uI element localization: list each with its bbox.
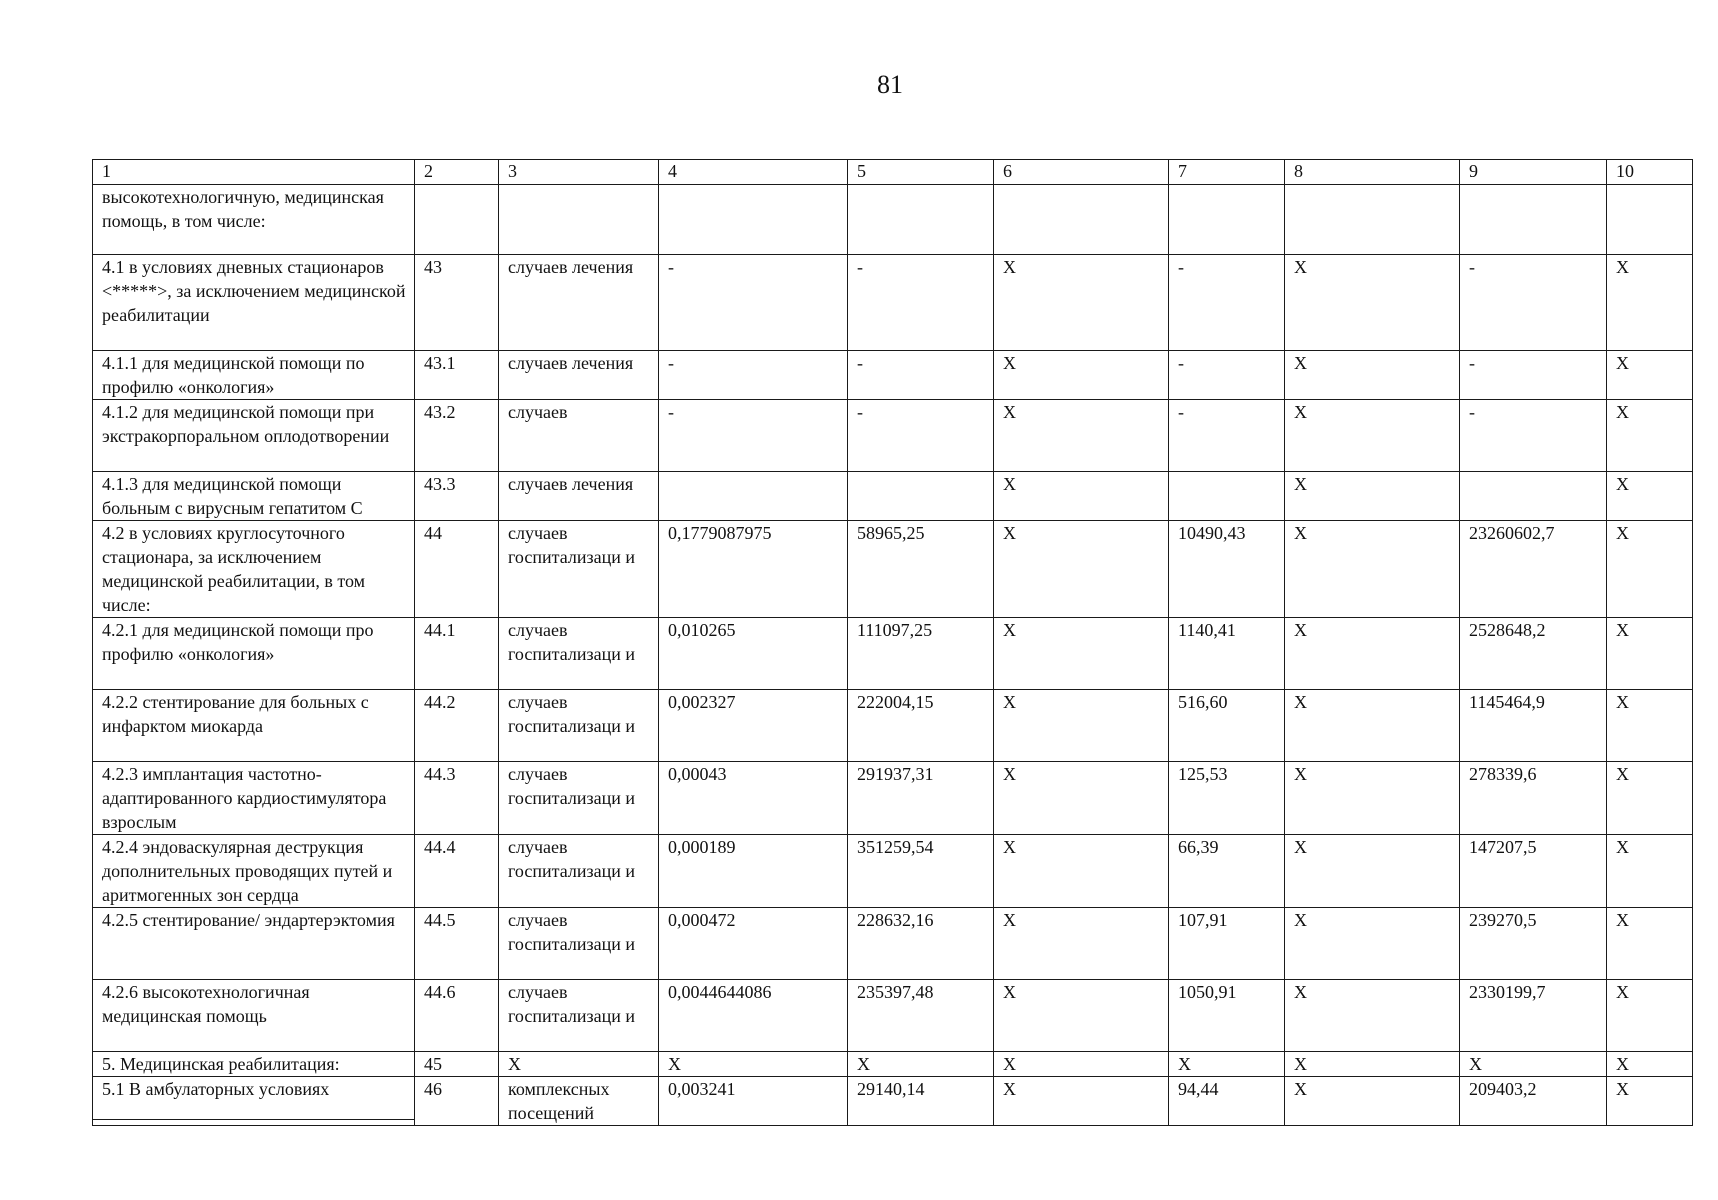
data-table xyxy=(92,159,1693,1126)
column-header: 1 xyxy=(93,160,415,185)
table-cell xyxy=(659,472,848,521)
column-header: 8 xyxy=(1285,160,1460,185)
table-cell: - xyxy=(1460,255,1607,351)
table-cell: - xyxy=(1169,400,1285,472)
table-cell xyxy=(994,185,1169,255)
table-row xyxy=(93,980,1693,1052)
table-cell xyxy=(848,472,994,521)
table-cell: 2528648,2 xyxy=(1460,618,1607,690)
table-cell: X xyxy=(1169,1052,1285,1077)
row-label-cell: 4.1.3 для медицинской помощи больным с вирусным гепатитом С xyxy=(93,472,415,521)
table-row xyxy=(93,351,1693,400)
column-header: 9 xyxy=(1460,160,1607,185)
table-cell: X xyxy=(659,1052,848,1077)
table-cell: 44.4 xyxy=(415,835,499,908)
table-cell: X xyxy=(1285,618,1460,690)
table-cell: 222004,15 xyxy=(848,690,994,762)
table-cell: случаев госпитализаци и xyxy=(499,835,659,908)
column-header: 2 xyxy=(415,160,499,185)
table-cell: X xyxy=(994,351,1169,400)
column-header: 3 xyxy=(499,160,659,185)
table-cell: X xyxy=(1607,618,1693,690)
table-cell: случаев госпитализаци и xyxy=(499,690,659,762)
table-bottom-rule xyxy=(92,1119,414,1120)
table-cell: X xyxy=(1285,1052,1460,1077)
table-cell: X xyxy=(1285,690,1460,762)
table-cell: 351259,54 xyxy=(848,835,994,908)
table-cell: 209403,2 xyxy=(1460,1077,1607,1126)
table-cell: X xyxy=(1285,980,1460,1052)
table-cell: 44.6 xyxy=(415,980,499,1052)
table-cell: 111097,25 xyxy=(848,618,994,690)
table-cell xyxy=(1460,472,1607,521)
table-cell: X xyxy=(1285,351,1460,400)
table-cell: случаев госпитализаци и xyxy=(499,521,659,618)
table-cell: 44.3 xyxy=(415,762,499,835)
table-cell: X xyxy=(994,762,1169,835)
row-label-cell: 4.2.6 высокотехнологичная медицинская помощь xyxy=(93,980,415,1052)
table-cell: X xyxy=(1607,1052,1693,1077)
row-label-cell: 4.1 в условиях дневных стационаров <*****>, за исключением медицинской реабилитации xyxy=(93,255,415,351)
table-cell: X xyxy=(1285,255,1460,351)
table-row xyxy=(93,1052,1693,1077)
table-cell: X xyxy=(1607,351,1693,400)
row-label-cell: 4.2 в условиях круглосуточного стационара, за исключением медицинской реабилитации, в том числе: xyxy=(93,521,415,618)
table-row xyxy=(93,472,1693,521)
table-cell xyxy=(659,185,848,255)
table-cell: - xyxy=(1460,351,1607,400)
table-cell: X xyxy=(994,618,1169,690)
table-cell: X xyxy=(994,835,1169,908)
row-label-cell: 4.2.1 для медицинской помощи про профилю «онкология» xyxy=(93,618,415,690)
table-cell: X xyxy=(1460,1052,1607,1077)
table-cell: - xyxy=(1169,255,1285,351)
table-cell: X xyxy=(1607,690,1693,762)
table-cell: X xyxy=(994,1077,1169,1126)
table-cell: 43.1 xyxy=(415,351,499,400)
table-cell: 29140,14 xyxy=(848,1077,994,1126)
table-cell: 94,44 xyxy=(1169,1077,1285,1126)
table-cell: 516,60 xyxy=(1169,690,1285,762)
row-label-cell: 5.1 В амбулаторных условиях xyxy=(93,1077,415,1126)
table-cell: X xyxy=(1285,521,1460,618)
table-cell: - xyxy=(848,255,994,351)
table-cell: X xyxy=(994,908,1169,980)
table-cell: - xyxy=(659,400,848,472)
table-row xyxy=(93,618,1693,690)
table-cell xyxy=(1460,185,1607,255)
column-header: 7 xyxy=(1169,160,1285,185)
table-cell: 2330199,7 xyxy=(1460,980,1607,1052)
table-cell: X xyxy=(994,690,1169,762)
table-cell: 1050,91 xyxy=(1169,980,1285,1052)
table-cell: X xyxy=(1607,1077,1693,1126)
table-cell: 0,1779087975 xyxy=(659,521,848,618)
row-label-cell: высокотехнологичную, медицинская помощь, в том числе: xyxy=(93,185,415,255)
table-cell: случаев госпитализаци и xyxy=(499,618,659,690)
table-cell: 0,002327 xyxy=(659,690,848,762)
table-cell: случаев лечения xyxy=(499,351,659,400)
table-row xyxy=(93,521,1693,618)
table-cell xyxy=(1285,185,1460,255)
column-header: 6 xyxy=(994,160,1169,185)
row-label-cell: 4.2.3 имплантация частотно-адаптированного кардиостимулятора взрослым xyxy=(93,762,415,835)
table-cell: 10490,43 xyxy=(1169,521,1285,618)
table-cell: случаев xyxy=(499,400,659,472)
table-cell: - xyxy=(659,255,848,351)
table-cell: X xyxy=(1607,835,1693,908)
table-cell: 45 xyxy=(415,1052,499,1077)
table-cell: 66,39 xyxy=(1169,835,1285,908)
table-cell: случаев лечения xyxy=(499,255,659,351)
table-cell: X xyxy=(1607,472,1693,521)
table-cell: 0,00043 xyxy=(659,762,848,835)
table-cell: X xyxy=(1607,400,1693,472)
column-header: 4 xyxy=(659,160,848,185)
table-cell: 125,53 xyxy=(1169,762,1285,835)
table-cell: X xyxy=(1285,835,1460,908)
table-cell: - xyxy=(848,400,994,472)
table-cell: X xyxy=(499,1052,659,1077)
table-cell: - xyxy=(1169,351,1285,400)
table-cell: 58965,25 xyxy=(848,521,994,618)
table-row xyxy=(93,255,1693,351)
row-label-cell: 4.1.1 для медицинской помощи по профилю «онкология» xyxy=(93,351,415,400)
table-cell: случаев госпитализаци и xyxy=(499,908,659,980)
table-cell: 44.1 xyxy=(415,618,499,690)
table-cell: 43.3 xyxy=(415,472,499,521)
row-label-cell: 4.1.2 для медицинской помощи при экстракорпоральном оплодотворении xyxy=(93,400,415,472)
table-cell: 0,010265 xyxy=(659,618,848,690)
table-cell: случаев госпитализаци и xyxy=(499,762,659,835)
table-cell: 46 xyxy=(415,1077,499,1126)
table-cell: X xyxy=(994,400,1169,472)
table-cell: 44.5 xyxy=(415,908,499,980)
table-cell xyxy=(415,185,499,255)
table-cell: 44.2 xyxy=(415,690,499,762)
table-cell: X xyxy=(1607,908,1693,980)
table-cell: 239270,5 xyxy=(1460,908,1607,980)
row-label-cell: 4.2.2 стентирование для больных с инфарктом миокарда xyxy=(93,690,415,762)
table-cell xyxy=(1169,185,1285,255)
table-cell xyxy=(1169,472,1285,521)
row-label-cell: 4.2.4 эндоваскулярная деструкция дополнительных проводящих путей и аритмогенных зон сердца xyxy=(93,835,415,908)
table-cell: X xyxy=(1607,980,1693,1052)
table-cell xyxy=(848,185,994,255)
table-cell: 107,91 xyxy=(1169,908,1285,980)
table-cell: X xyxy=(994,521,1169,618)
page-number: 81 xyxy=(877,70,903,99)
column-header: 5 xyxy=(848,160,994,185)
table-cell xyxy=(499,185,659,255)
table-cell: X xyxy=(1607,762,1693,835)
table-cell: 278339,6 xyxy=(1460,762,1607,835)
table-cell: 23260602,7 xyxy=(1460,521,1607,618)
table-cell: X xyxy=(1607,521,1693,618)
table-row xyxy=(93,690,1693,762)
table-header-row xyxy=(93,160,1693,185)
table-cell: - xyxy=(848,351,994,400)
table-cell: X xyxy=(1285,472,1460,521)
table-row xyxy=(93,400,1693,472)
table-cell: 0,000189 xyxy=(659,835,848,908)
table-cell: 43 xyxy=(415,255,499,351)
table-cell: X xyxy=(1285,908,1460,980)
table-cell: X xyxy=(994,1052,1169,1077)
table-cell: X xyxy=(848,1052,994,1077)
table-cell: X xyxy=(1607,255,1693,351)
row-label-cell: 4.2.5 стентирование/ эндартерэктомия xyxy=(93,908,415,980)
table-cell: случаев госпитализаци и xyxy=(499,980,659,1052)
table-cell: X xyxy=(994,255,1169,351)
table-row xyxy=(93,762,1693,835)
table-row xyxy=(93,835,1693,908)
table-cell xyxy=(1607,185,1693,255)
row-label-cell: 5. Медицинская реабилитация: xyxy=(93,1052,415,1077)
table-cell: 0,003241 xyxy=(659,1077,848,1126)
table-cell: 235397,48 xyxy=(848,980,994,1052)
table-row xyxy=(93,185,1693,255)
column-header: 10 xyxy=(1607,160,1693,185)
table-cell: комплексных посещений xyxy=(499,1077,659,1126)
table-cell: 43.2 xyxy=(415,400,499,472)
table-cell: - xyxy=(659,351,848,400)
table-cell: X xyxy=(1285,400,1460,472)
table-cell: - xyxy=(1460,400,1607,472)
table-cell: 1145464,9 xyxy=(1460,690,1607,762)
table-cell: 228632,16 xyxy=(848,908,994,980)
table-cell: X xyxy=(994,472,1169,521)
table-row xyxy=(93,908,1693,980)
table-cell: случаев лечения xyxy=(499,472,659,521)
table-cell: X xyxy=(1285,762,1460,835)
table-cell: 291937,31 xyxy=(848,762,994,835)
table-cell: 44 xyxy=(415,521,499,618)
table-cell: 1140,41 xyxy=(1169,618,1285,690)
table-cell: 147207,5 xyxy=(1460,835,1607,908)
table-cell: 0,0044644086 xyxy=(659,980,848,1052)
table-cell: X xyxy=(994,980,1169,1052)
table-cell: X xyxy=(1285,1077,1460,1126)
table-cell: 0,000472 xyxy=(659,908,848,980)
